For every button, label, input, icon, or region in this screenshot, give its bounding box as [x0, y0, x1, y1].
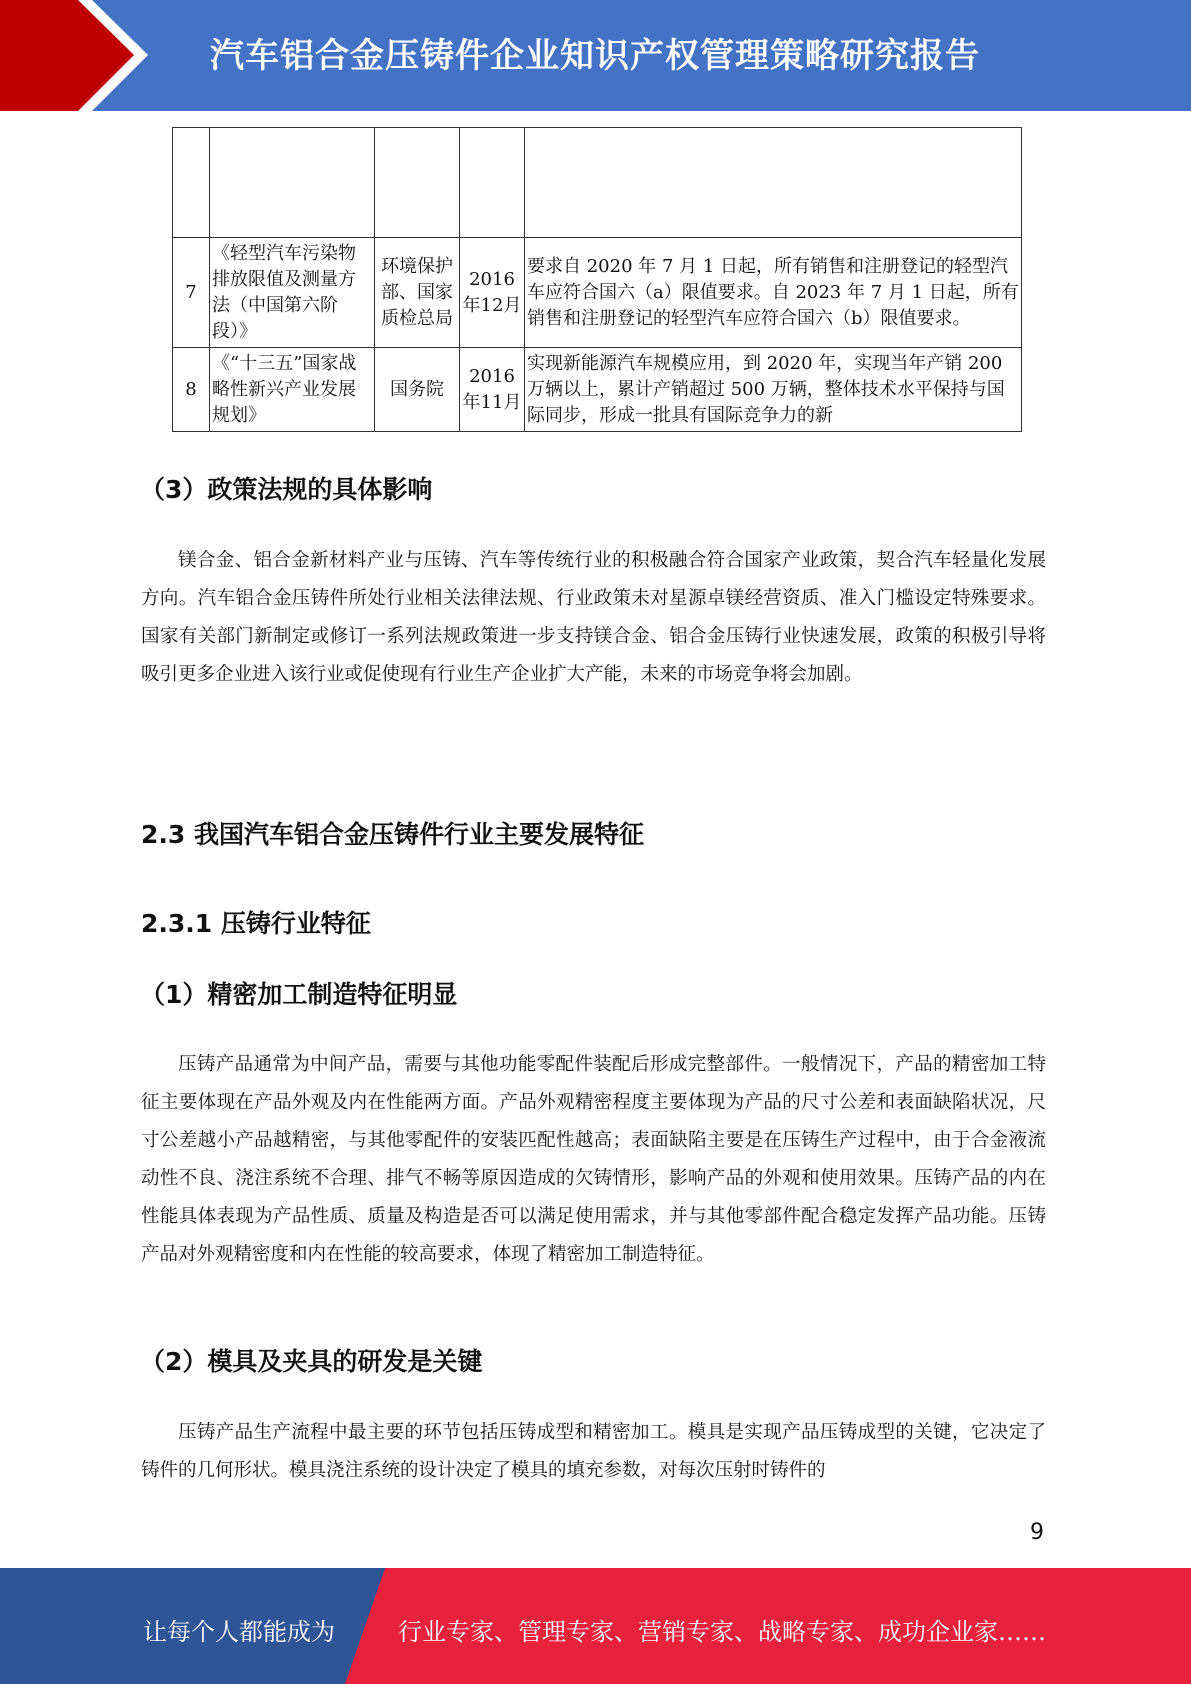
table-cell-num: [173, 128, 210, 238]
policy-impact-heading: （3）政策法规的具体影响: [140, 475, 433, 504]
table-cell-dept: 国务院: [375, 348, 460, 432]
table-row: [173, 128, 1022, 238]
table-cell-num: 8: [173, 348, 210, 432]
table-cell-date: 2016年12月: [460, 238, 525, 348]
policy-impact-paragraph: 镁合金、铝合金新材料产业与压铸、汽车等传统行业的积极融合符合国家产业政策，契合汽车轻量化发展方向。汽车铝合金压铸件所处行业相关法律法规、行业政策未对星源卓镁经营资质、准入门槛设定特殊要求。国家有关部门新制定或修订一系列法规政策进一步支持镁合金、铝合金压铸行业快速发展，政策的积极引导将吸引更多企业进入该行业或促使现有行业生产企业扩大产能，未来的市场竞争将会加剧。: [141, 550, 1046, 685]
table-cell-dept: 环境保护部、国家质检总局: [375, 238, 460, 348]
table-cell-name: [210, 128, 375, 238]
table-row: [173, 238, 1022, 348]
table-cell-content: 要求自 2020 年 7 月 1 日起，所有销售和注册登记的轻型汽车应符合国六（a）限值要求。自 2023 年 7 月 1 日起，所有销售和注册登记的轻型汽车应符合国六（b）限值要求。: [525, 238, 1022, 348]
header-arrow-decoration: [0, 0, 150, 111]
table-cell-content: 实现新能源汽车规模应用，到 2020 年，实现当年产销 200 万辆以上，累计产销超过 500 万辆，整体技术水平保持与国际同步，形成一批具有国际竞争力的新: [525, 348, 1022, 432]
report-title: 汽车铝合金压铸件企业知识产权管理策略研究报告: [210, 36, 980, 76]
section-2-3-1-heading: 2.3.1 压铸行业特征: [141, 909, 371, 938]
page-header: [0, 0, 1191, 111]
precision-heading: （1）精密加工制造特征明显: [140, 980, 458, 1009]
table-row: [173, 348, 1022, 432]
mold-paragraph: 压铸产品生产流程中最主要的环节包括压铸成型和精密加工。模具是实现产品压铸成型的关键，它决定了铸件的几何形状。模具浇注系统的设计决定了模具的填充参数，对每次压射时铸件的: [141, 1422, 1046, 1481]
footer-slogan-left: 让每个人都能成为: [143, 1618, 335, 1646]
page-number: 9: [1030, 1520, 1044, 1545]
section-2-3-heading: 2.3 我国汽车铝合金压铸件行业主要发展特征: [141, 820, 644, 849]
table-cell-name: 《“十三五”国家战略性新兴产业发展规划》: [210, 348, 375, 432]
table-cell-dept: [375, 128, 460, 238]
table-cell-date: 2016年11月: [460, 348, 525, 432]
table-cell-content: [525, 128, 1022, 238]
policy-table: [172, 127, 1022, 432]
table-cell-num: 7: [173, 238, 210, 348]
footer-slogan-right: 行业专家、管理专家、营销专家、战略专家、成功企业家……: [398, 1618, 1046, 1646]
table-cell-name: 《轻型汽车污染物排放限值及测量方法（中国第六阶段）》: [210, 238, 375, 348]
precision-paragraph: 压铸产品通常为中间产品，需要与其他功能零配件装配后形成完整部件。一般情况下，产品的精密加工特征主要体现在产品外观及内在性能两方面。产品外观精密程度主要体现为产品的尺寸公差和表面缺陷状况，尺寸公差越小产品越精密，与其他零配件的安装匹配性越高；表面缺陷主要是在压铸生产过程中，由于合金液流动性不良、浇注系统不合理、排气不畅等原因造成的欠铸情形，影响产品的外观和使用效果。压铸产品的内在性能具体表现为产品性质、质量及构造是否可以满足使用需求，并与其他零部件配合稳定发挥产品功能。压铸产品对外观精密度和内在性能的较高要求，体现了精密加工制造特征。: [141, 1054, 1046, 1265]
mold-heading: （2）模具及夹具的研发是关键: [140, 1347, 483, 1376]
table-cell-date: [460, 128, 525, 238]
